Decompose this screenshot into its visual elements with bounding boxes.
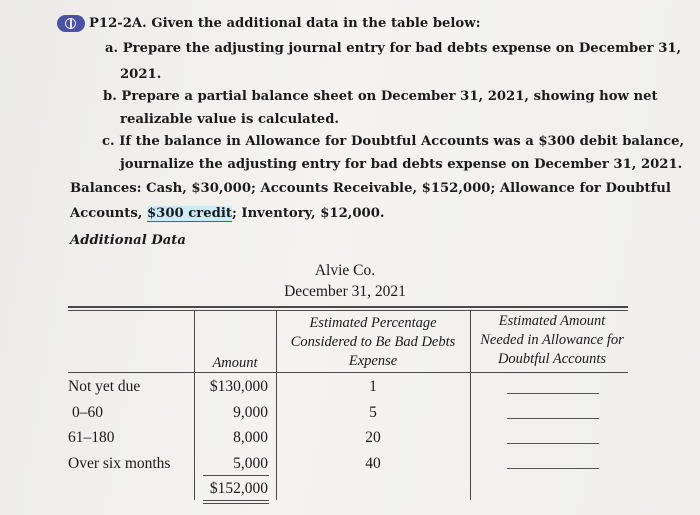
highlighted-credit: $300 credit xyxy=(146,206,232,221)
row-amount: 5,000 xyxy=(233,455,268,472)
table-top-rule-2 xyxy=(68,310,628,311)
total-double-rule-1 xyxy=(203,500,269,501)
total-amount: $152,000 xyxy=(209,480,268,497)
row-label: 61–180 xyxy=(68,429,115,446)
balances-line2 xyxy=(70,203,384,224)
part-a-line1: a. Prepare the adjusting journal entry for bad debts expense on December 31, xyxy=(105,41,682,56)
row-label: Not yet due xyxy=(68,378,141,395)
statement-date: December 31, 2021 xyxy=(284,283,406,300)
amount-header: Amount xyxy=(212,355,258,371)
balances-inventory: ; Inventory, $12,000. xyxy=(231,206,385,221)
answer-blank[interactable] xyxy=(507,443,599,444)
part-a-line2: 2021. xyxy=(120,67,162,82)
est-header-2: Needed in Allowance for xyxy=(480,332,624,348)
row-amount: 9,000 xyxy=(233,404,268,421)
row-percentage: 5 xyxy=(369,404,377,421)
part-b-line2: realizable value is calculated. xyxy=(120,112,340,127)
row-percentage: 1 xyxy=(369,378,377,395)
row-percentage: 40 xyxy=(365,455,381,472)
answer-blank[interactable] xyxy=(507,393,599,394)
assignment-icon xyxy=(57,15,85,32)
table-top-rule xyxy=(68,306,628,308)
row-amount: 8,000 xyxy=(233,429,268,446)
balances-accounts-label: Accounts, xyxy=(70,206,147,221)
row-label: Over six months xyxy=(68,455,171,472)
pct-header-2: Considered to Be Bad Debts xyxy=(290,334,456,350)
total-double-rule-2 xyxy=(203,503,269,504)
part-c-line2: journalize the adjusting entry for bad debts expense on December 31, 2021. xyxy=(120,157,683,172)
column-divider-3 xyxy=(470,310,471,500)
balances-line1: Balances: Cash, $30,000; Accounts Receivable, $152,000; Allowance for Doubtful xyxy=(70,181,671,196)
row-label: 0–60 xyxy=(72,404,103,421)
column-divider-1 xyxy=(194,310,195,500)
answer-blank[interactable] xyxy=(507,468,599,469)
est-header-1: Estimated Amount xyxy=(498,313,606,329)
answer-blank[interactable] xyxy=(507,418,599,419)
header-bottom-rule xyxy=(68,372,628,373)
est-header-3: Doubtful Accounts xyxy=(497,351,607,367)
column-divider-2 xyxy=(276,310,277,500)
company-name: Alvie Co. xyxy=(314,262,376,279)
row-percentage: 20 xyxy=(365,429,381,446)
pct-header-3: Expense xyxy=(348,353,398,369)
additional-data-heading: Additional Data xyxy=(70,233,186,248)
pct-header-1: Estimated Percentage xyxy=(309,315,437,331)
row-amount: $130,000 xyxy=(209,378,268,395)
problem-title: P12-2A. Given the additional data in the table below: xyxy=(89,16,481,31)
part-b-line1: b. Prepare a partial balance sheet on December 31, 2021, showing how net xyxy=(103,89,658,104)
part-c-line1: c. If the balance in Allowance for Doubtful Accounts was a $300 debit balance, xyxy=(102,134,685,149)
